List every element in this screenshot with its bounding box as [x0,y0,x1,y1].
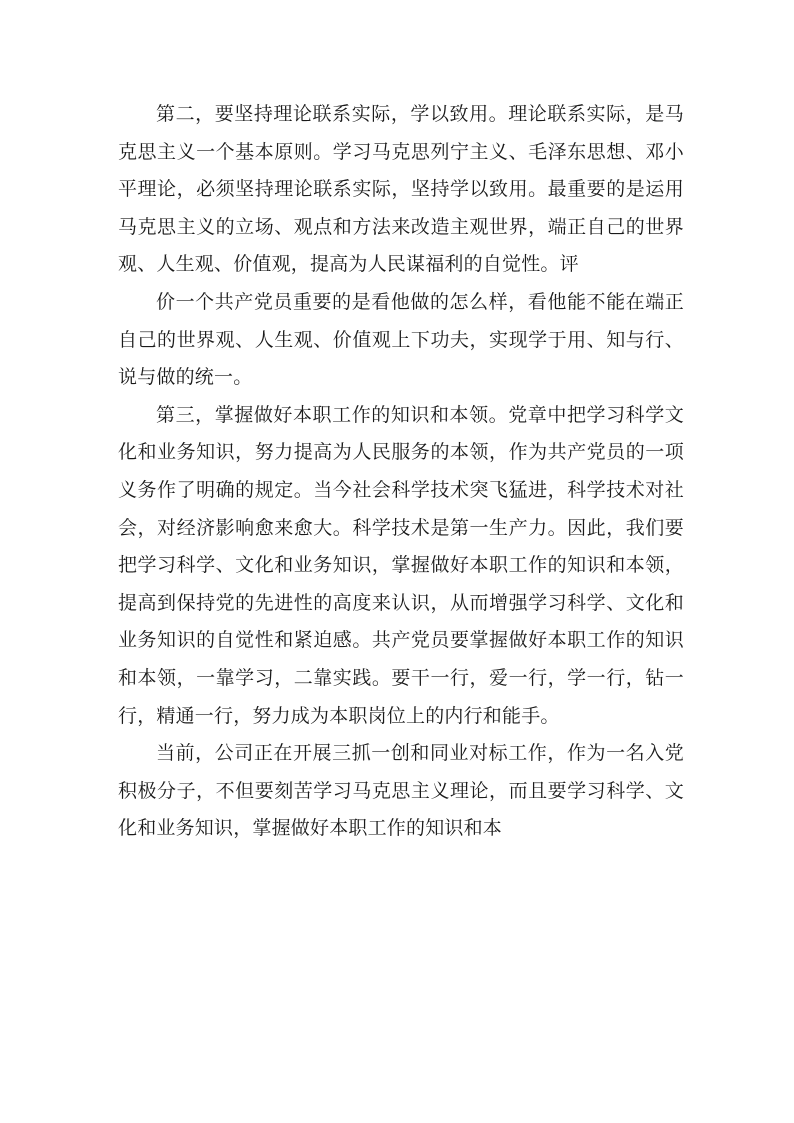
paragraph-current-work: 当前，公司正在开展三抓一创和同业对标工作，作为一名入党积极分子，不但要刻苦学习马克思主义理论，而且要学习科学、文化和业务知识，掌握做好本职工作的知识和本 [118,742,684,840]
paragraph-principle-three: 第三，掌握做好本职工作的知识和本领。党章中把学习科学文化和业务知识，努力提高为人民服务的本领，作为共产党员的一项义务作了明确的规定。当今社会科学技术突飞猛进，科学技术对社会，对经济影响愈来愈大。科学技术是第一生产力。因此，我们要把学习科学、文化和业务知识，掌握做好本职工作的知识和本领，提高到保持党的先进性的高度来认识，从而增强学习科学、文化和业务知识的自觉性和紧迫感。共产党员要掌握做好本职工作的知识和本领，一靠学习，二靠实践。要干一行，爱一行，学一行，钻一行，精通一行，努力成为本职岗位上的内行和能手。 [118,403,684,727]
document-body [118,96,684,848]
paragraph-evaluation: 价一个共产党员重要的是看他做的怎么样，看他能不能在端正自己的世界观、人生观、价值观上下功夫，实现学于用、知与行、说与做的统一。 [118,290,684,389]
paragraph-principle-two: 第二，要坚持理论联系实际，学以致用。理论联系实际，是马克思主义一个基本原则。学习马克思列宁主义、毛泽东思想、邓小平理论，必须坚持理论联系实际，坚持学以致用。最重要的是运用马克思主义的立场、观点和方法来改造主观世界，端正自己的世界观、人生观、价值观，提高为人民谋福利的自觉性。评 [118,103,684,276]
